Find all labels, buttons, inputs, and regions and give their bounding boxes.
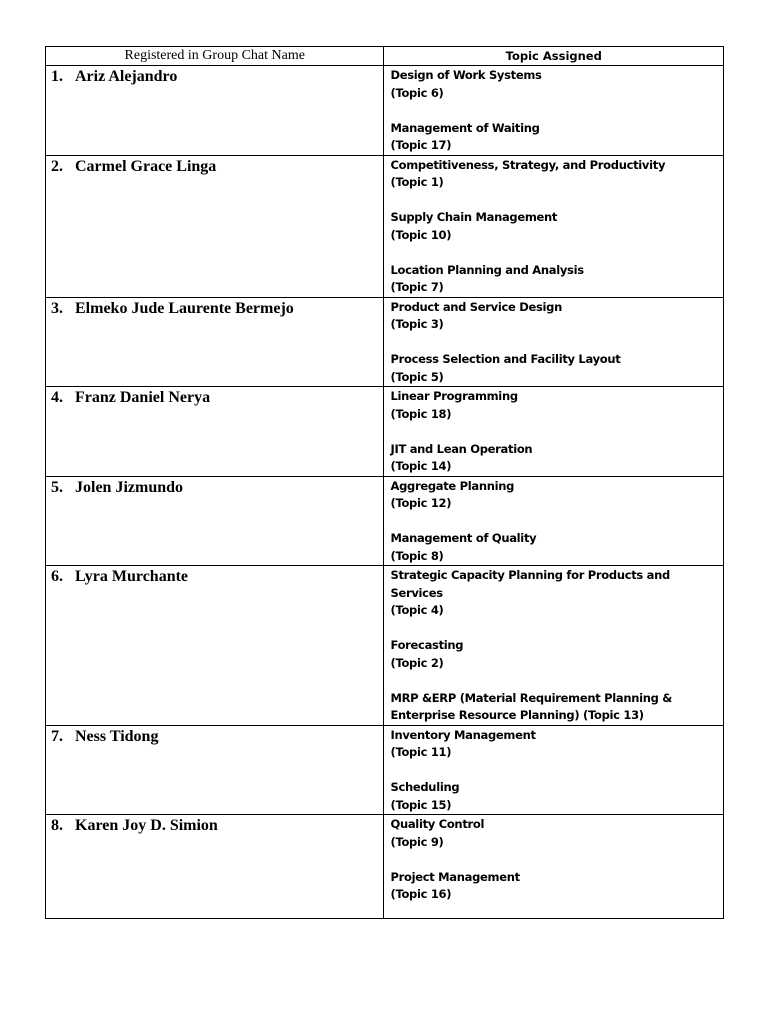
topic-number: (Topic 14) bbox=[390, 459, 452, 473]
table-row bbox=[46, 387, 724, 477]
topic-title: Project Management bbox=[390, 869, 520, 884]
topic-entry bbox=[390, 690, 719, 725]
member-number: 3. bbox=[51, 299, 63, 317]
topic-number: (Topic 6) bbox=[390, 85, 444, 100]
member-number: 2. bbox=[51, 157, 63, 175]
topic-title: Design of Work Systems bbox=[390, 68, 542, 82]
topic-entry bbox=[390, 478, 719, 513]
member-name-cell bbox=[46, 815, 384, 919]
member-number: 8. bbox=[51, 817, 63, 834]
member-name: Franz Daniel Nerya bbox=[75, 389, 211, 406]
topic-number: (Topic 12) bbox=[390, 496, 452, 510]
topic-number: (Topic 2) bbox=[390, 655, 444, 670]
topic-title: Linear Programming bbox=[390, 389, 518, 403]
topic-title: JIT and Lean Operation bbox=[390, 441, 533, 456]
assigned-topics-cell bbox=[384, 725, 724, 815]
topic-title: Forecasting bbox=[390, 638, 464, 652]
member-number: 5. bbox=[51, 478, 63, 496]
assigned-topics-cell bbox=[384, 387, 724, 477]
topic-entry bbox=[390, 209, 719, 244]
topic-entry bbox=[390, 157, 719, 192]
topic-entry bbox=[390, 637, 719, 672]
member-name-cell bbox=[46, 725, 384, 815]
topic-entry bbox=[390, 299, 719, 334]
member-name: Elmeko Jude Laurente Bermejo bbox=[75, 299, 294, 317]
member-name: Karen Joy D. Simion bbox=[75, 817, 218, 834]
member-name-cell bbox=[46, 476, 384, 566]
table-row bbox=[46, 155, 724, 297]
topic-title: MRP &ERP (Material Requirement Planning & Enterprise Resource Planning) (Topic 13) bbox=[390, 690, 673, 722]
assigned-topics-cell bbox=[384, 66, 724, 156]
table-row bbox=[46, 566, 724, 726]
topic-title: Management of Waiting bbox=[390, 120, 540, 135]
member-name-cell bbox=[46, 66, 384, 156]
topic-title: Supply Chain Management bbox=[390, 210, 558, 224]
topic-entry bbox=[390, 816, 719, 851]
topic-number: (Topic 18) bbox=[390, 406, 452, 421]
assigned-topics-cell bbox=[384, 297, 724, 387]
topic-entry bbox=[390, 567, 719, 620]
topic-number: (Topic 7) bbox=[390, 280, 444, 294]
topic-number: (Topic 16) bbox=[390, 887, 452, 901]
topic-title: Inventory Management bbox=[390, 727, 536, 742]
member-number: 1. bbox=[51, 68, 63, 85]
topic-number: (Topic 9) bbox=[390, 834, 444, 849]
topic-title: Quality Control bbox=[390, 817, 485, 831]
topic-title: Location Planning and Analysis bbox=[390, 262, 584, 277]
member-name: Lyra Murchante bbox=[75, 568, 189, 585]
member-name: Jolen Jizmundo bbox=[75, 478, 184, 496]
topic-number: (Topic 8) bbox=[390, 548, 444, 563]
topic-entry bbox=[390, 351, 719, 386]
member-number: 4. bbox=[51, 389, 63, 406]
topic-number: (Topic 17) bbox=[390, 138, 452, 152]
topic-assignment-table bbox=[45, 46, 724, 919]
topic-title: Product and Service Design bbox=[390, 299, 562, 314]
table-row bbox=[46, 66, 724, 156]
topic-title: Strategic Capacity Planning for Products and Services bbox=[390, 568, 670, 600]
assigned-topics-cell bbox=[384, 815, 724, 919]
table-row bbox=[46, 815, 724, 919]
member-number: 7. bbox=[51, 727, 63, 745]
member-name: Carmel Grace Linga bbox=[75, 157, 217, 175]
topic-entry bbox=[390, 530, 719, 565]
member-name: Ness Tidong bbox=[75, 727, 159, 745]
topic-number: (Topic 10) bbox=[390, 227, 452, 242]
header-topic-column: Topic Assigned bbox=[384, 47, 724, 66]
topic-title: Competitiveness, Strategy, and Productivity bbox=[390, 157, 666, 172]
assigned-topics-cell bbox=[384, 566, 724, 726]
topic-title: Aggregate Planning bbox=[390, 478, 515, 493]
topic-entry bbox=[390, 388, 719, 423]
topic-number: (Topic 15) bbox=[390, 797, 452, 812]
table-row bbox=[46, 725, 724, 815]
member-name-cell bbox=[46, 566, 384, 726]
topic-number: (Topic 4) bbox=[390, 603, 444, 617]
table-row bbox=[46, 476, 724, 566]
member-name-cell bbox=[46, 297, 384, 387]
assigned-topics-cell bbox=[384, 155, 724, 297]
topic-title: Management of Quality bbox=[390, 531, 537, 545]
topic-entry bbox=[390, 262, 719, 297]
header-name-column: Registered in Group Chat Name bbox=[46, 47, 384, 66]
topic-entry bbox=[390, 120, 719, 155]
topic-title: Process Selection and Facility Layout bbox=[390, 352, 621, 366]
table-header-row bbox=[46, 47, 724, 66]
topic-entry bbox=[390, 727, 719, 762]
topic-title: Scheduling bbox=[390, 780, 460, 794]
topic-number: (Topic 3) bbox=[390, 317, 444, 331]
topic-entry bbox=[390, 67, 719, 102]
topic-number: (Topic 5) bbox=[390, 369, 444, 384]
member-name-cell bbox=[46, 155, 384, 297]
member-number: 6. bbox=[51, 568, 63, 585]
member-name-cell bbox=[46, 387, 384, 477]
table-row bbox=[46, 297, 724, 387]
topic-number: (Topic 1) bbox=[390, 175, 444, 189]
assigned-topics-cell bbox=[384, 476, 724, 566]
table-body bbox=[46, 66, 724, 919]
member-name: Ariz Alejandro bbox=[75, 68, 178, 85]
topic-number: (Topic 11) bbox=[390, 745, 452, 759]
topic-entry bbox=[390, 869, 719, 904]
topic-entry bbox=[390, 441, 719, 476]
topic-entry bbox=[390, 779, 719, 814]
